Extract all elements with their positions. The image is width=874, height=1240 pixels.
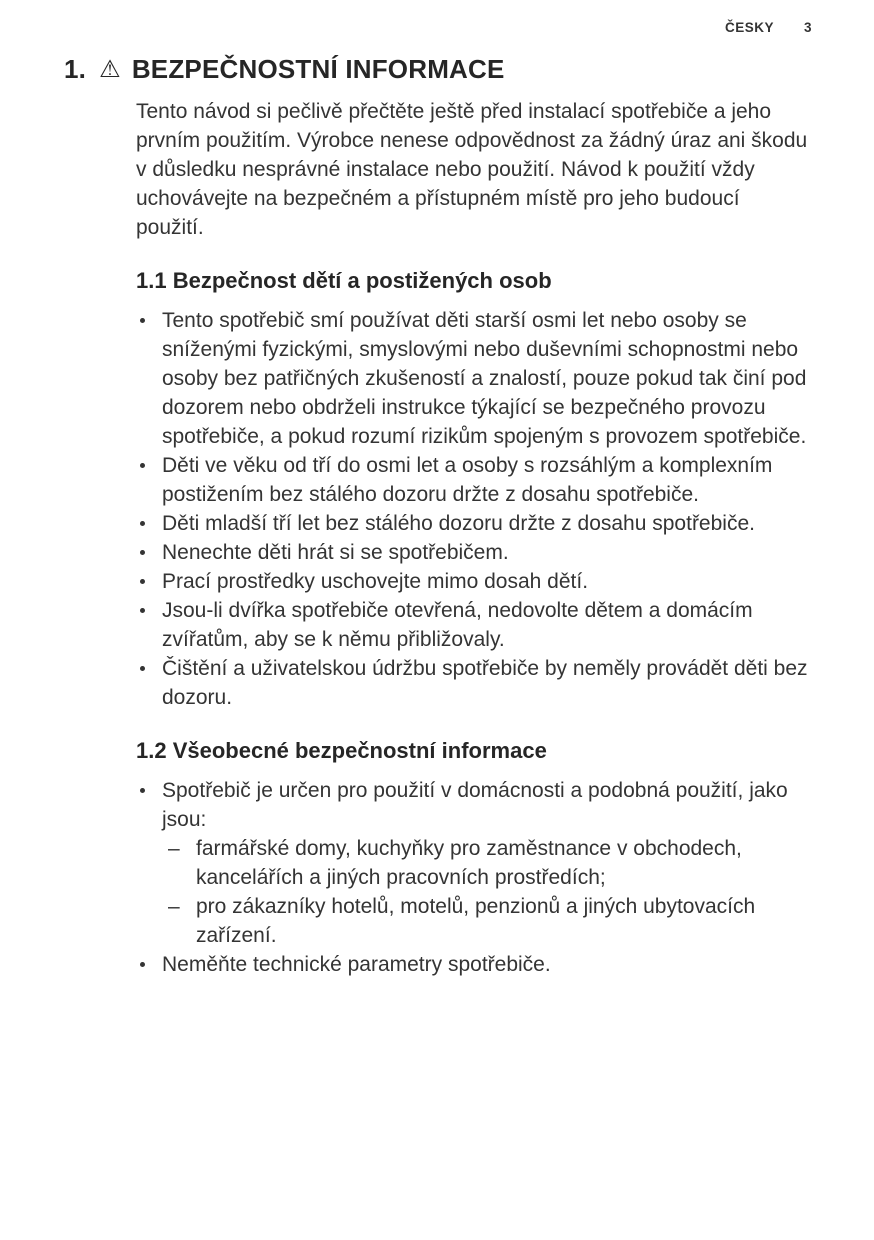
bullet-text: Čištění a uživatelskou údržbu spotřebiče by neměly provádět děti bez dozoru.: [162, 657, 808, 709]
chapter-title: [64, 54, 812, 85]
chapter-title-text: BEZPEČNOSTNÍ INFORMACE: [131, 54, 505, 84]
bullet-item: [136, 509, 812, 538]
bullet-list: [136, 306, 812, 712]
bullet-text: Děti ve věku od tří do osmi let a osoby s rozsáhlým a komplexním postižením bez stálého dozoru držte z dosahu spotřebiče.: [162, 454, 773, 506]
bullet-item: [136, 538, 812, 567]
bullet-item: [136, 596, 812, 654]
bullet-item: [136, 654, 812, 712]
bullet-text: Prací prostředky uschovejte mimo dosah dětí.: [162, 570, 589, 593]
sections-container: [64, 268, 812, 979]
section-heading: 1.1 Bezpečnost dětí a postižených osob: [136, 268, 552, 293]
warning-icon: ⚠: [99, 56, 121, 83]
bullet-text: Tento spotřebič smí používat děti starší osmi let nebo osoby se sníženými fyzickými, smyslovými nebo duševními schopnostmi nebo osoby bez patřičných zkušeností a znalostí, pouze pokud tak činí pod dozorem nebo obdrželi instrukce týkající se bezpečného provozu spotřebiče, a pokud rozumí rizikům spojeným s provozem spotřebiče.: [162, 309, 807, 448]
chapter-number: 1.: [64, 54, 87, 84]
dash-list: [162, 834, 812, 950]
bullet-text: Neměňte technické parametry spotřebiče.: [162, 953, 551, 976]
bullet-item: [136, 567, 812, 596]
section-heading: 1.2 Všeobecné bezpečnostní informace: [136, 738, 547, 763]
dash-item: – farmářské domy, kuchyňky pro zaměstnance v obchodech, kancelářích a jiných pracovních prostředích;: [162, 834, 812, 892]
page-content: [64, 54, 812, 983]
bullet-text: Děti mladší tří let bez stálého dozoru držte z dosahu spotřebiče.: [162, 512, 755, 535]
intro-paragraph: Tento návod si pečlivě přečtěte ještě před instalací spotřebiče a jeho prvním použitím. Výrobce nenese odpovědnost za žádný úraz ani škodu v důsledku nesprávné instalace nebo použití. Návod k použití vždy uchovávejte na bezpečném a přístupném místě pro jeho budoucí použití.: [136, 100, 808, 239]
bullet-item: [136, 950, 812, 979]
page-number: 3: [803, 20, 812, 35]
bullet-text: Jsou-li dvířka spotřebiče otevřená, nedovolte dětem a domácím zvířatům, aby se k němu přibližovaly.: [162, 599, 753, 651]
bullet-text: Nenechte děti hrát si se spotřebičem.: [162, 541, 509, 564]
language-label: ČESKY: [724, 20, 774, 35]
bullet-text: Spotřebič je určen pro použití v domácnosti a podobná použití, jako jsou:: [162, 779, 788, 831]
bullet-item: [136, 451, 812, 509]
bullet-item: [136, 306, 812, 451]
bullet-list: [136, 776, 812, 979]
dash-item: – pro zákazníky hotelů, motelů, penzionů a jiných ubytovacích zařízení.: [162, 892, 812, 950]
page-header: [725, 20, 812, 35]
bullet-item: [136, 776, 812, 950]
